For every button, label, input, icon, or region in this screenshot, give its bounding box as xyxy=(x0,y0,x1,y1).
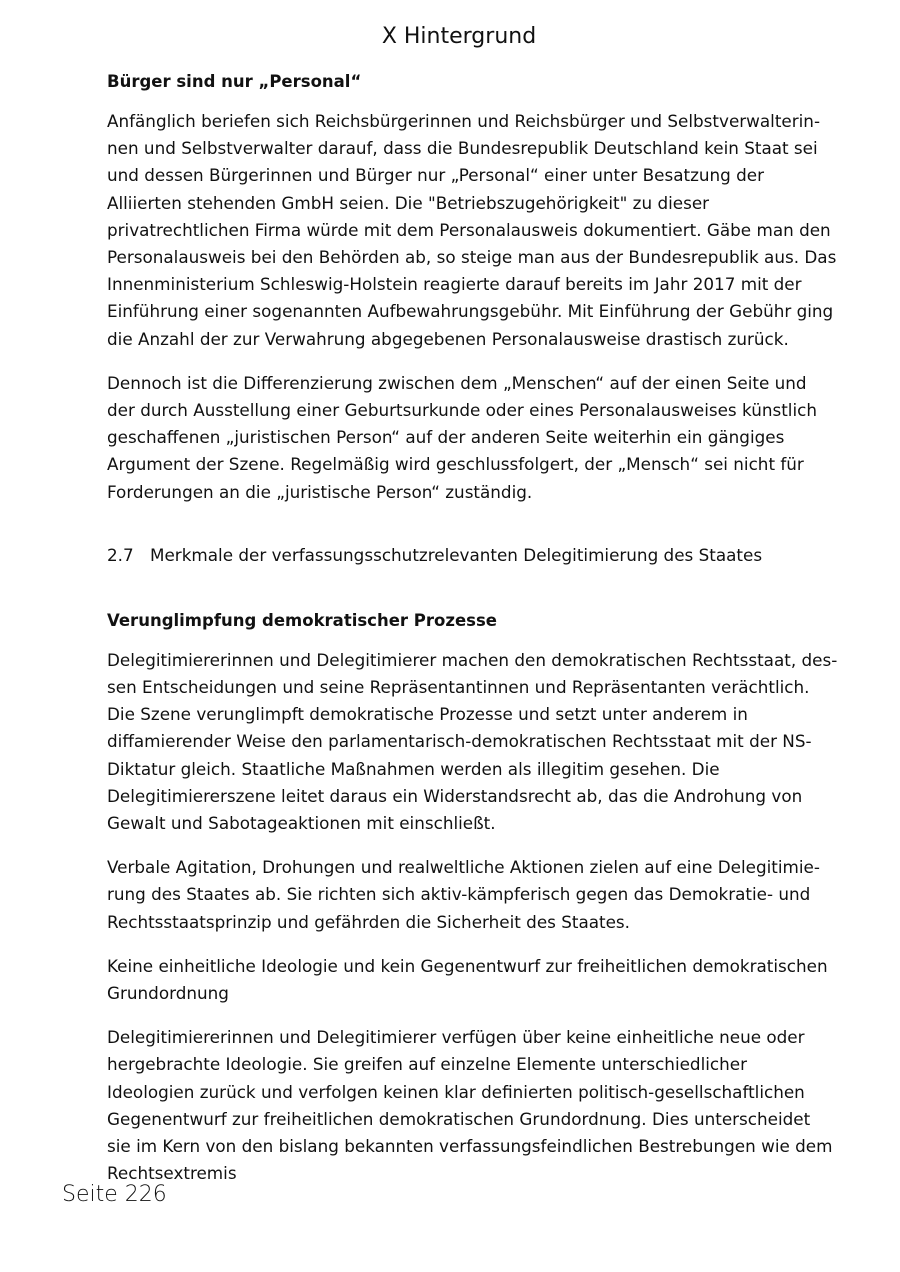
paragraph-1: Anfänglich beriefen sich Reichsbürgerinnen und Reichsbürger und Selbstverwalterinnen und Selbstverwalter darauf, dass die Bundesrepublik Deutschland kein Staat sei und dessen Bürgerinnen und Bürger nur „Personal“ einer unter Besatzung der Alliierten stehenden GmbH seien. Die "Betriebszugehörigkeit" zu dieser privatrechtlichen Firma würde mit dem Personalausweis dokumentiert. Gäbe man den Personalausweis bei den Behörden ab, so steige man aus der Bundesrepublik aus. Das Innenministerium Schleswig-Holstein reagierte darauf bereits im Jahr 2017 mit der Einführung einer sogenannten Aufbewahrungsgebühr. Mit Einführung der Gebühr ging die Anzahl der zur Verwahrung abgegebenen Personalausweise drastisch zurück. xyxy=(107,111,837,349)
page-content xyxy=(107,68,839,1188)
heading-verunglimpfung: Verunglimpfung demokratischer Prozesse xyxy=(107,610,497,630)
paragraph-6: Delegitimiererinnen und Delegitimierer verfügen über keine einheitliche neue oder hergebrachte Ideologie. Sie greifen auf einzelne Elemente unterschiedlicher Ideologien zurück und verfolgen keinen klar definierten politisch-gesellschaftlichen Gegenentwurf zur freiheitlichen demokratischen Grundordnung. Dies unterscheidet sie im Kern von den bislang bekannten verfassungsfeindlichen Bestrebungen wie dem Rechtsextremis xyxy=(107,1027,833,1184)
paragraph-4: Verbale Agitation, Drohungen und realweltliche Aktionen zielen auf eine Delegitimierung des Staates ab. Sie richten sich aktiv-kämpferisch gegen das Demokratie- und Rechtsstaatsprinzip und gefährden die Sicherheit des Staates. xyxy=(107,857,820,932)
section-title: Merkmale der verfassungsschutzrelevanten Delegitimierung des Staates xyxy=(150,544,763,565)
chapter-title: X Hintergrund xyxy=(381,24,537,49)
paragraph-2: Dennoch ist die Differenzierung zwischen dem „Menschen“ auf der einen Seite und der durch Ausstellung einer Geburtsurkunde oder eines Personalausweises künstlich geschaffenen „juristischen Person“ auf der anderen Seite weiterhin ein gängiges Argument der Szene. Regelmäßig wird geschlussfolgert, der „Mensch“ sei nicht für Forderungen an die „juristische Person“ zuständig. xyxy=(107,372,817,502)
page-number: Seite 226 xyxy=(62,1182,167,1207)
paragraph-5: Keine einheitliche Ideologie und kein Gegenentwurf zur freiheitlichen demokratischen Grundordnung xyxy=(107,955,828,1004)
section-heading xyxy=(107,542,839,569)
heading-buerger-personal: Bürger sind nur „Personal“ xyxy=(107,72,362,91)
section-number: 2.7 xyxy=(107,544,134,565)
paragraph-3: Delegitimiererinnen und Delegitimierer machen den demokratischen Rechtsstaat, dessen Entscheidungen und seine Repräsentantinnen und Repräsentanten verächtlich. Die Szene verunglimpft demokratische Prozesse und setzt unter anderem in diffamierender Weise den parlamentarisch-demokratischen Rechtsstaat mit der NS-Diktatur gleich. Staatliche Maßnahmen werden als illegitim gesehen. Die Delegitimiererszene leitet daraus ein Widerstandsrecht ab, das die Androhung von Gewalt und Sabotageaktionen mit einschließt. xyxy=(107,649,838,834)
